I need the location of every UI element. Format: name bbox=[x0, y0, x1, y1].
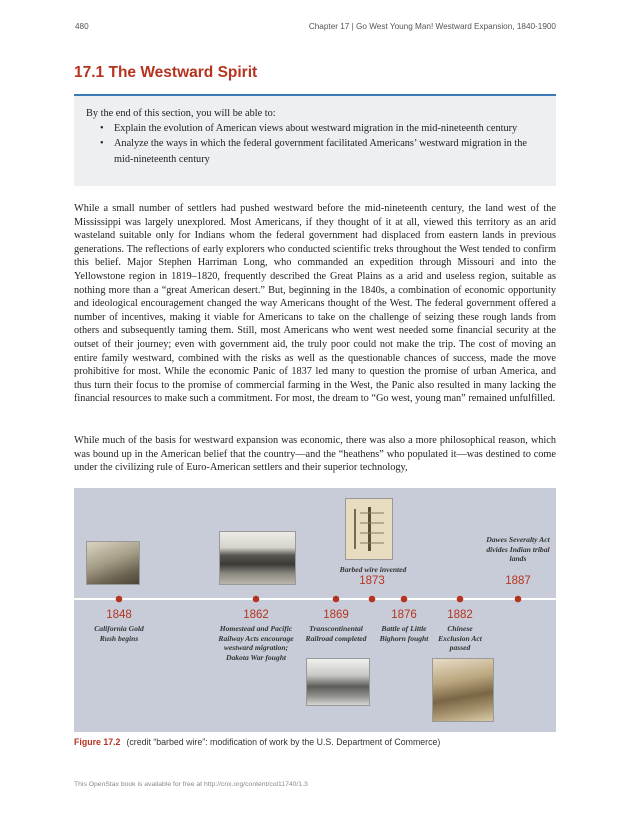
objectives-intro: By the end of this section, you will be able to: bbox=[86, 108, 276, 119]
timeline-marker-1862 bbox=[253, 596, 260, 603]
event-label: Chinese Exclusion Act passed bbox=[438, 624, 482, 653]
timeline-marker-1876 bbox=[401, 596, 408, 603]
barbed-wire-patent-photo bbox=[345, 498, 393, 560]
event-year: 1862 bbox=[243, 609, 269, 621]
event-label: Dawes Severalty Act divides Indian tribal lands bbox=[486, 535, 550, 564]
sod-house-photo bbox=[219, 531, 296, 585]
event-year: 1869 bbox=[323, 609, 349, 621]
timeline-marker-1882 bbox=[457, 596, 464, 603]
body-paragraph: While much of the basis for westward expansion was economic, there was also a more philosophical reason, which was bound up in the American belief that the country—and the “heathens” who populated it—was destined to come under the civilizing rule of Euro-American settlers and their superior technology, bbox=[74, 435, 556, 474]
event-year: 1876 bbox=[391, 609, 417, 621]
objective-item: • Analyze the ways in which the federal government facilitated Americans’ westward migration in the mid-nineteenth century bbox=[100, 138, 527, 165]
page-number: 480 bbox=[75, 22, 89, 31]
event-label: Battle of Little Bighorn fought bbox=[379, 624, 429, 643]
timeline-marker-1848 bbox=[116, 596, 123, 603]
figure-caption bbox=[74, 737, 440, 747]
chapter-title: Chapter 17 | Go West Young Man! Westward Expansion, 1840-1900 bbox=[308, 22, 556, 31]
timeline-figure bbox=[74, 488, 556, 732]
event-year: 1887 bbox=[505, 575, 531, 587]
timeline-marker-1869 bbox=[333, 596, 340, 603]
event-year: 1848 bbox=[106, 609, 132, 621]
body-paragraph: While a small number of settlers had pushed westward before the mid-nineteenth century, the land west of the Mississippi was largely unexplored. Most Americans, if they thought of it at all, viewed this territory as an arid wasteland suitable only for Indians whom the federal government had displaced from eastern lands in previous generations. The reflections of early explorers who conducted scientific treks throughout the West tended to confirm this belief. Major Stephen Harriman Long, who commanded an expedition through Missouri and into the Yellowstone region in 1819–1820, frequently described the Great Plains as a arid and useless region, suitable as nothing more than a “great American desert.” But, beginning in the 1840s, a combination of economic opportunity and ideological encouragement changed the way Americans thought of the West. The federal government offered a number of incentives, making it viable for Americans to take on the challenge of seizing these rough lands from others and subsequently taming them. Still, most Americans who went west needed some financial security at the outset of their journey; even with government aid, the truly poor could not make the trip. The cost of moving an entire family westward, combined with the risks as well as the questionable chances of success, made the move prohibitive for most. While the economic Panic of 1837 led many to question the promise of urban America, and thus turn their focus to the promise of commercial farming in the West, the Panic also resulted in many lacking the financial resources to make such a commitment. For most, the dream to “Go west, young man” remained unfulfilled. bbox=[74, 203, 556, 405]
event-label: Homestead and Pacific Railway Acts encourage westward migration; Dakota War fought bbox=[218, 624, 294, 662]
section-title: 17.1 The Westward Spirit bbox=[74, 64, 258, 81]
page-header bbox=[75, 22, 556, 36]
caption-text: (credit “barbed wire”: modification of work by the U.S. Department of Commerce) bbox=[126, 737, 441, 747]
objectives-list bbox=[86, 121, 544, 167]
timeline-marker-1873 bbox=[369, 596, 376, 603]
figure-number: Figure 17.2 bbox=[74, 737, 121, 747]
event-year: 1882 bbox=[447, 609, 473, 621]
event-label: California Gold Rush begins bbox=[94, 624, 144, 643]
objective-item: • Explain the evolution of American views about westward migration in the mid-nineteenth century bbox=[100, 123, 518, 135]
timeline-marker-1887 bbox=[515, 596, 522, 603]
event-label: Barbed wire invented bbox=[339, 565, 407, 574]
page-footer: This OpenStax book is available for free at http://cnx.org/content/col11740/1.3 bbox=[74, 781, 308, 788]
railroad-photo bbox=[306, 658, 370, 706]
learning-objectives-box bbox=[74, 94, 556, 186]
chinese-exclusion-cartoon bbox=[432, 658, 494, 722]
gold-rush-photo bbox=[86, 541, 140, 585]
event-label: Transcontinental Railroad completed bbox=[305, 624, 367, 643]
event-year: 1873 bbox=[359, 575, 385, 587]
